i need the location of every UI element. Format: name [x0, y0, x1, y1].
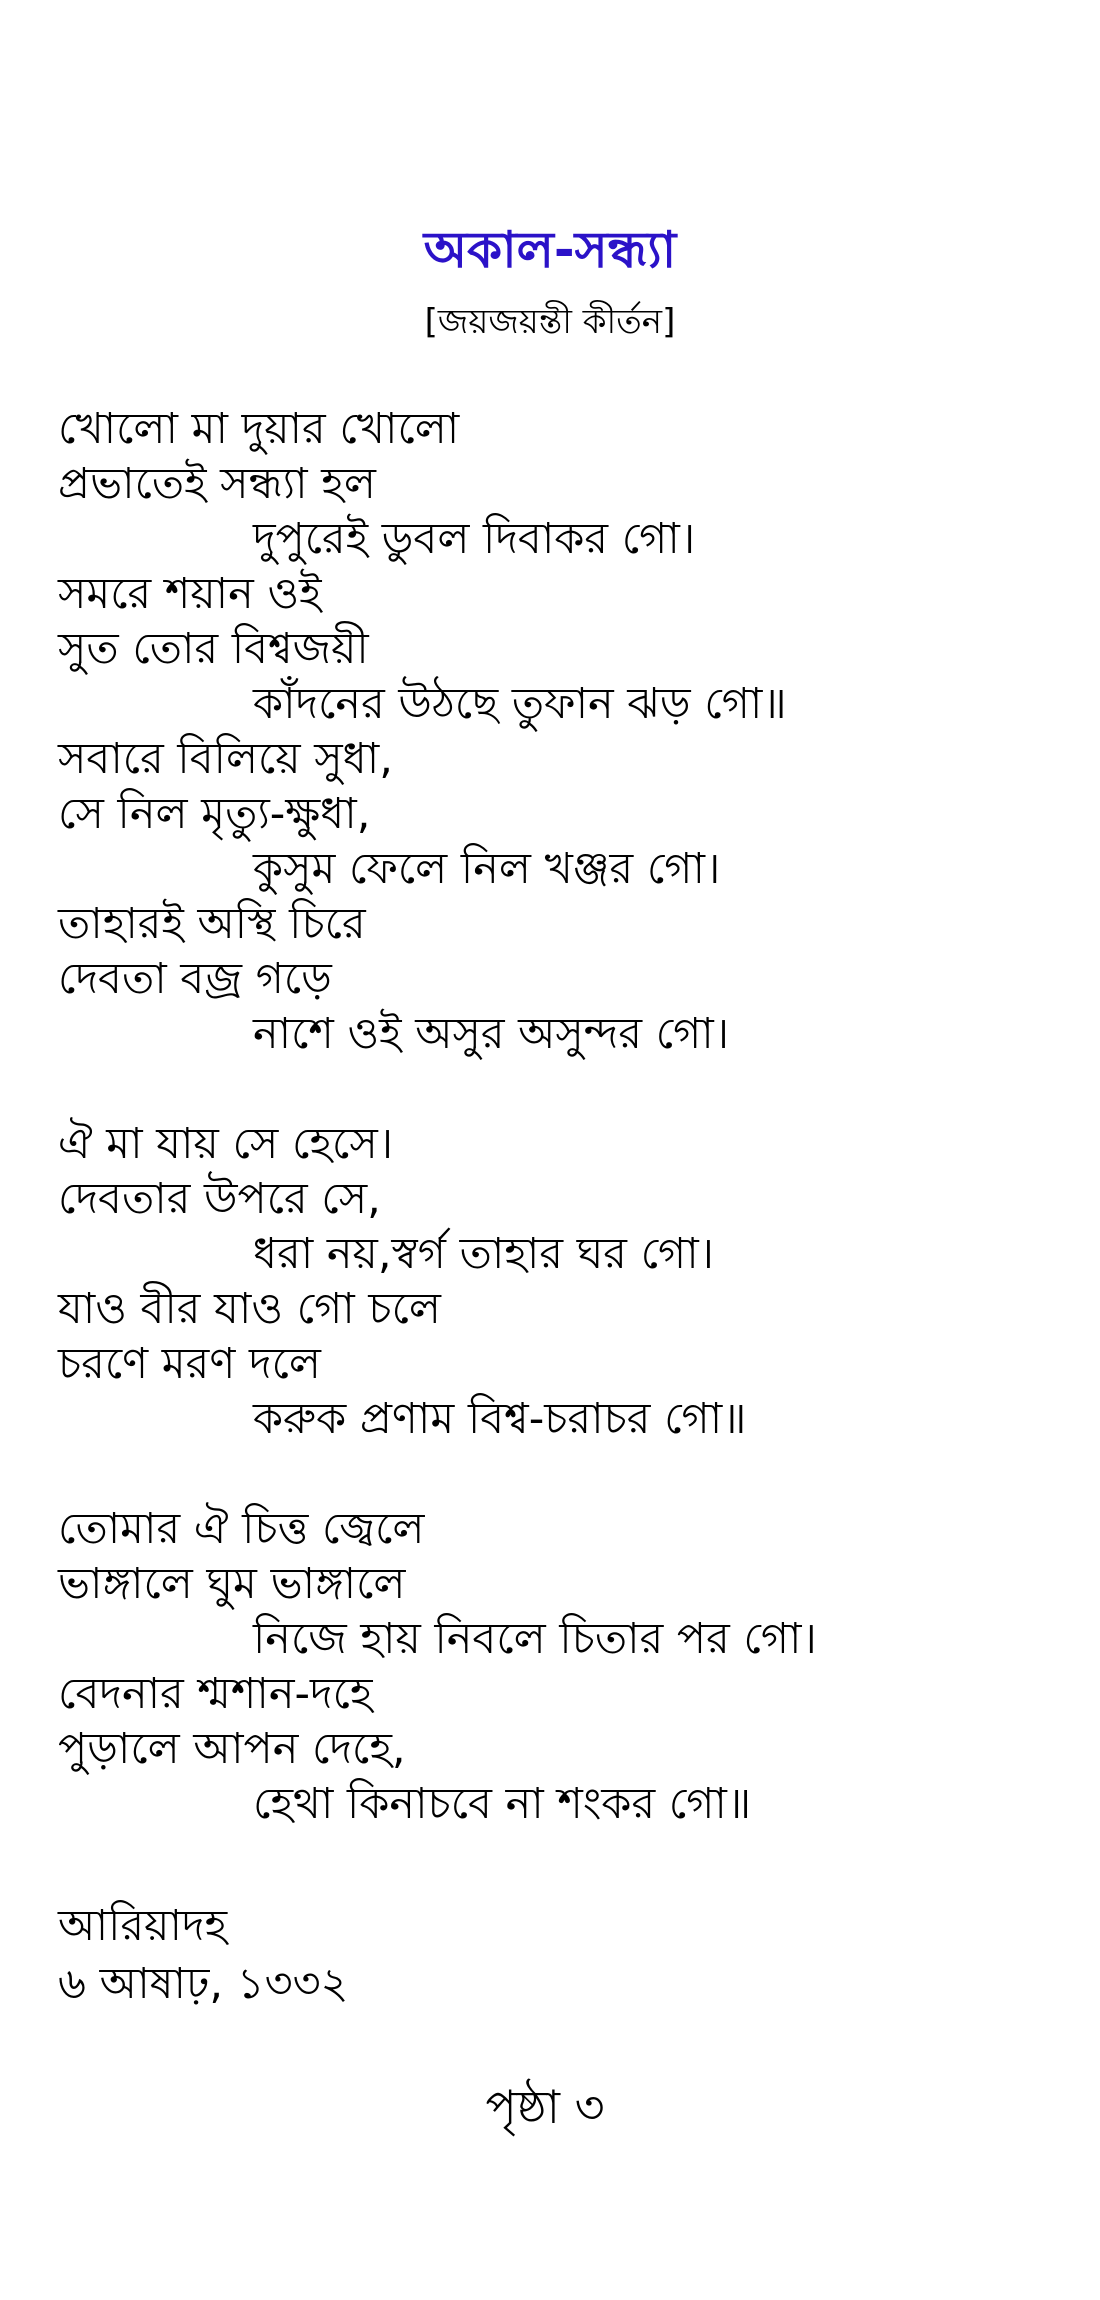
- poem-line: পুড়ালে আপন দেহে,: [58, 1724, 406, 1774]
- poem-line-refrain: হেথা কিনাচবে না শংকর গো॥: [253, 1779, 752, 1829]
- stanza-2: [58, 1117, 1058, 1447]
- poem-line: দেবতার উপরে সে,: [58, 1174, 381, 1224]
- poem-line: তাহারই অস্থি চিরে: [58, 899, 366, 949]
- poem-line-refrain: ধরা নয়,স্বর্গ তাহার ঘর গো।: [253, 1229, 715, 1279]
- poem-line: তোমার ঐ চিত্ত জ্বেলে: [58, 1504, 425, 1554]
- poem-line: সে নিল মৃত্যু-ক্ষুধা,: [58, 789, 371, 839]
- poem-line: যাও বীর যাও গো চলে: [58, 1284, 441, 1334]
- poem-line-refrain: কাঁদনের উঠছে তুফান ঝড় গো॥: [253, 679, 787, 729]
- poem-line-refrain: কুসুম ফেলে নিল খঞ্জর গো।: [253, 844, 721, 894]
- poem-line-refrain: করুক প্রণাম বিশ্ব-চরাচর গো॥: [253, 1394, 747, 1444]
- stanza-1: [58, 402, 1058, 1062]
- stanza-3: [58, 1502, 1058, 1832]
- poem-body: [58, 402, 1058, 1832]
- poem-line: সবারে বিলিয়ে সুধা,: [58, 734, 393, 784]
- poem-line: সুত তোর বিশ্বজয়ী: [58, 624, 369, 674]
- poem-line: দেবতা বজ্র গড়ে: [58, 954, 332, 1004]
- poem-line: সমরে শয়ান ওই: [58, 569, 322, 619]
- poem-subtitle: [জয়জয়ন্তী কীর্তন]: [424, 302, 676, 342]
- poem-line: বেদনার শ্মশান-দহে: [58, 1669, 373, 1719]
- poem-title: অকাল-সন্ধ্যা: [423, 221, 677, 279]
- poem-line-refrain: দুপুরেই ডুবল দিবাকর গো।: [253, 514, 696, 564]
- composition-date: ৬ আষাঢ়, ১৩৩২: [58, 1959, 349, 2009]
- poem-line: চরণে মরণ দলে: [58, 1339, 321, 1389]
- poem-line-refrain: নাশে ওই অসুর অসুন্দর গো।: [253, 1009, 730, 1059]
- poem-line: ঐ মা যায় সে হেসে।: [58, 1119, 394, 1169]
- poem-signature: [58, 1897, 349, 2013]
- poem-line: ভাঙ্গালে ঘুম ভাঙ্গালে: [58, 1559, 406, 1609]
- poem-line: প্রভাতেই সন্ধ্যা হল: [58, 459, 376, 509]
- page-number: পৃষ্ঠা ৩: [485, 2080, 605, 2134]
- poem-line-refrain: নিজে হায় নিবলে চিতার পর গো।: [253, 1614, 817, 1664]
- poem-line: খোলো মা দুয়ার খোলো: [58, 404, 460, 454]
- place-name: আরিয়াদহ: [58, 1901, 228, 1951]
